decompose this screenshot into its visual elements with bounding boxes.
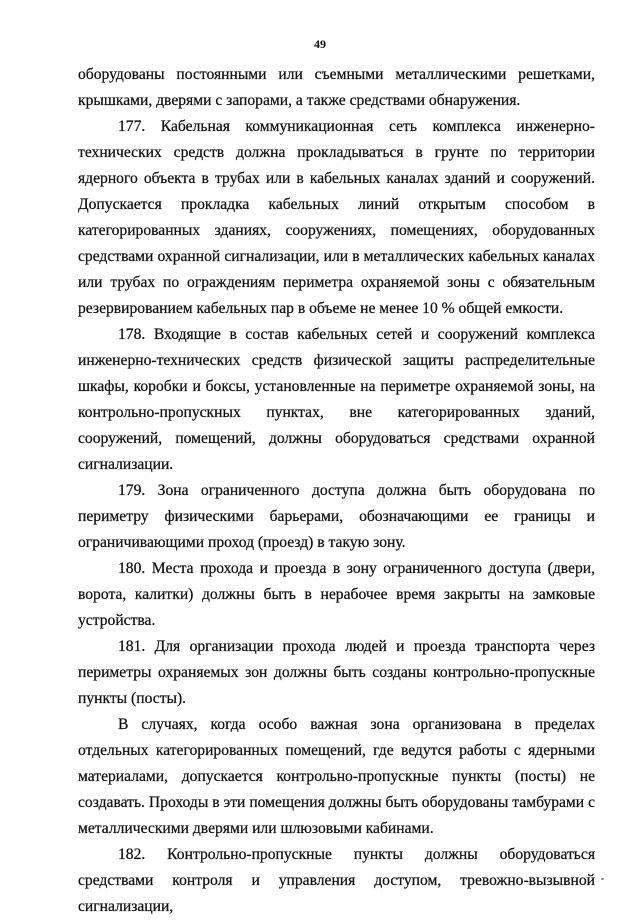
paragraph-177: 177. Кабельная коммуникационная сеть комплекса инженерно-технических средств должна прокладываться в грунте по территории ядерного объекта в трубах или в кабельных каналах зданий и сооружений. Допускается прокладка кабельных линий открытым способом в категорированных зданиях, сооружениях, помещениях, оборудованных средствами охранной сигнализации, или в металлических кабельных каналах или трубах по ограждениям периметра охраняемой зоны с обязательным резервированием кабельных пар в объеме не менее 10 % общей емкости. bbox=[78, 118, 595, 317]
paragraph-180: 180. Места прохода и проезда в зону ограниченного доступа (двери, ворота, калитки) должны быть в нерабочее время закрыты на замковые устройства. bbox=[78, 560, 595, 629]
paragraph-181-note: В случаях, когда особо важная зона организована в пределах отдельных категорированных помещений, где ведутся работы с ядерными материалами, допускается контрольно-пропускные пункты (посты) не создавать. Проходы в эти помещения должны быть оборудованы тамбурами с металлическими дверями или шлюзовыми кабинами. bbox=[78, 716, 595, 837]
paragraph-178: 178. Входящие в состав кабельных сетей и сооружений комплекса инженерно-технических средств физической защиты распределительные шкафы, коробки и боксы, установленные на периметре охраняемой зоны, на контрольно-пропускных пунктах, вне категорированных зданий, сооружений, помещений, должны оборудоваться средствами охранной сигнализации. bbox=[78, 326, 595, 473]
page-number: 49 bbox=[314, 37, 326, 51]
paragraph-continuation: оборудованы постоянными или съемными металлическими решетками, крышками, дверями с запорами, а также средствами обнаружения. bbox=[78, 66, 595, 109]
paragraph-179: 179. Зона ограниченного доступа должна быть оборудована по периметру физическими барьерами, обозначающими ее границы и ограничивающими проход (проезд) в такую зону. bbox=[78, 482, 595, 551]
document-body bbox=[78, 62, 595, 920]
scan-speck bbox=[601, 878, 604, 880]
paragraph-182: 182. Контрольно-пропускные пункты должны оборудоваться средствами контроля и управления доступом, тревожно-вызывной сигнализации, bbox=[78, 846, 595, 915]
paragraph-181: 181. Для организации прохода людей и проезда транспорта через периметры охраняемых зон должны быть созданы контрольно-пропускные пункты (посты). bbox=[78, 638, 595, 707]
